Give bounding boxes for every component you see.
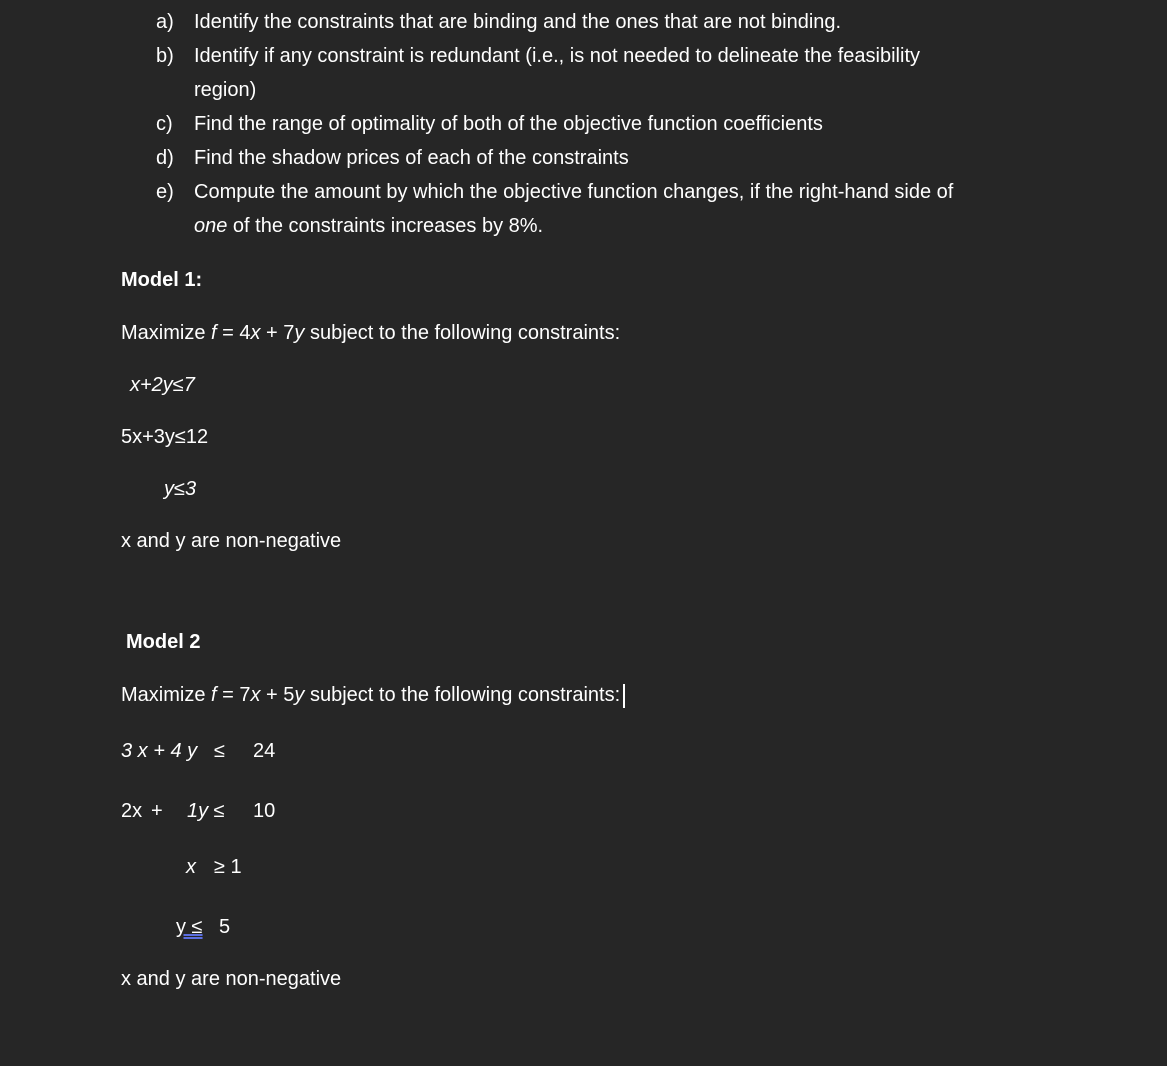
question-c-label: c): [156, 113, 173, 135]
model-2-constraint-1-rhs: 24: [253, 740, 276, 762]
question-c-text: Find the range of optimality of both of the objective function coefficients: [194, 113, 823, 135]
model-2-constraint-3-op: ≥ 1: [214, 856, 242, 878]
model-2-constraint-1-op: ≤: [214, 740, 225, 762]
question-e-emphasis: one: [194, 215, 228, 237]
model-2-constraint-2-lhs2: 1y ≤: [187, 800, 225, 822]
model-1-heading: Model 1:: [121, 269, 203, 291]
model-2-constraint-1-lhs: 3 x + 4 y: [121, 740, 198, 762]
question-e-text-cont: [194, 214, 543, 238]
question-a-label: a): [156, 11, 174, 33]
model-1-constraint-3: y≤3: [164, 478, 197, 500]
question-d-label: d): [156, 147, 174, 169]
question-b-label: b): [156, 45, 174, 67]
model-2-constraint-3-lhs: x: [186, 856, 196, 878]
question-e-label: e): [156, 181, 174, 203]
model-2-heading: Model 2: [126, 631, 201, 653]
model-1-nonnegativity: x and y are non-negative: [121, 530, 342, 552]
model-2-nonnegativity: x and y are non-negative: [121, 968, 342, 990]
question-b-text: Identify if any constraint is redundant (i.e., is not needed to delineate the feasibility: [194, 45, 920, 67]
model-1-objective: Maximize f = 4x + 7y subject to the following constraints:: [121, 322, 621, 344]
model-2-constraint-2-rhs: 10: [253, 800, 276, 822]
model-2-constraint-2-lhs1: 2x: [121, 800, 143, 822]
model-2-objective: Maximize f = 7x + 5y subject to the following constraints:: [121, 683, 625, 708]
text-cursor: [623, 684, 625, 708]
question-d-text: Find the shadow prices of each of the constraints: [194, 147, 629, 169]
question-e-rest: of the constraints increases by 8%.: [227, 215, 544, 237]
model-2-constraint-2-plus: +: [151, 800, 163, 822]
question-e-text: Compute the amount by which the objective function changes, if the right-hand side of: [194, 181, 954, 203]
question-a-text: Identify the constraints that are binding and the ones that are not binding.: [194, 11, 842, 33]
question-b-text-cont: region): [194, 79, 257, 101]
model-1-constraint-2: 5x+3y≤12: [121, 426, 209, 448]
model-2-constraint-4-rhs: 5: [219, 916, 231, 938]
model-2-constraint-4-lhs: y ≤: [176, 916, 203, 938]
model-1-constraint-1: x+2y≤7: [130, 374, 195, 396]
